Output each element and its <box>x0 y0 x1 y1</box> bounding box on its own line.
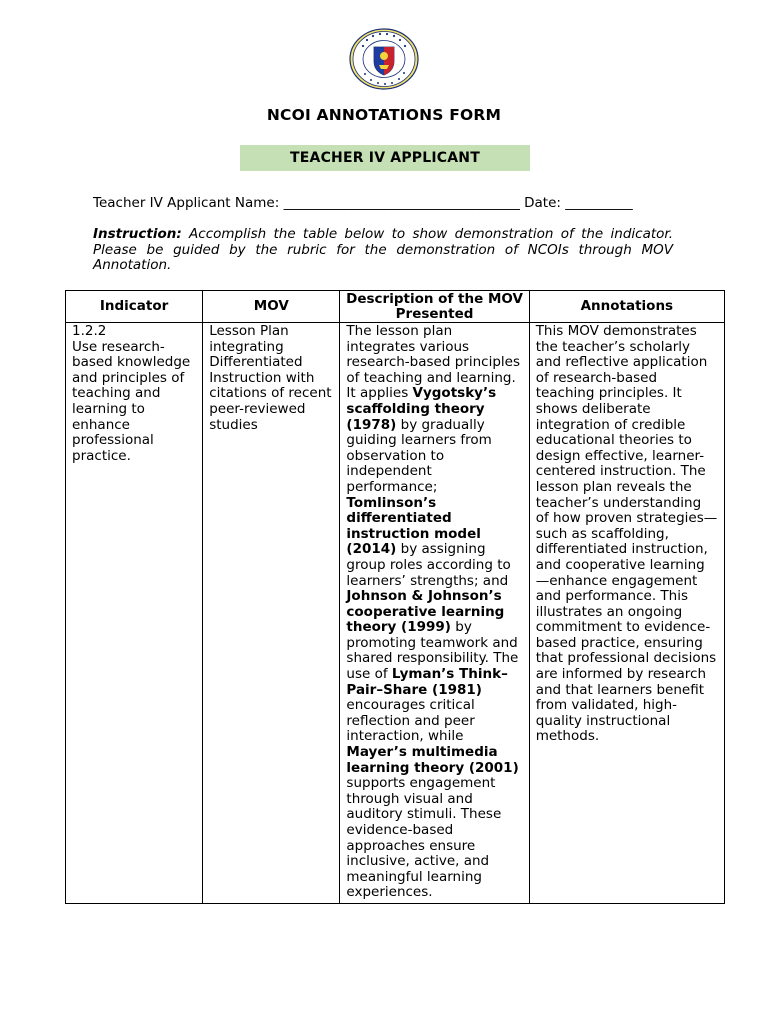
description-text: supports engagement through visual and auditory stimuli. These evidence-based approaches ensure inclusive, active, and meaningful learning experiences. <box>346 775 502 901</box>
deped-seal-icon <box>349 28 419 90</box>
header-indicator: Indicator <box>66 291 203 323</box>
mov-cell: Lesson Plan integrating Differentiated Instruction with citations of recent peer-reviewed studies <box>203 323 340 904</box>
description-text: by assigning group roles according to learners’ strengths; and <box>346 541 511 589</box>
form-title: NCOI ANNOTATIONS FORM <box>266 106 502 124</box>
applicant-name-line <box>93 195 633 211</box>
header-annotations: Annotations <box>529 291 724 323</box>
indicator-cell <box>66 323 203 904</box>
description-text: by promoting teamwork and shared responsibility. The use of <box>346 619 519 683</box>
table-header-row <box>66 291 725 323</box>
theory-citation: Vygotsky’s scaffolding theory (1978) <box>346 385 497 433</box>
mov-annotation-table <box>65 290 725 904</box>
header-description: Description of the MOV Presented <box>340 291 529 323</box>
table-row <box>66 323 725 904</box>
date-blank[interactable]: __________ <box>565 195 633 211</box>
theory-citation: Tomlinson’s differentiated instruction model (2014) <box>346 494 481 558</box>
annotation-cell: This MOV demonstrates the teacher’s scholarly and reflective application of research-based teaching principles. It shows deliberate integration of credible educational theories to design effective, learner-centered instruction. The lesson plan reveals the teacher’s understanding of how proven strategies—such as scaffolding, differentiated instruction, and cooperative learning—enhance engagement and performance. This illustrates an ongoing commitment to evidence-based practice, ensuring that professional decisions are informed by research and that learners benefit from validated, high-quality instructional methods. <box>529 323 724 904</box>
applicant-name-label: Teacher IV Applicant Name: <box>93 195 280 211</box>
instruction-label: Instruction: <box>93 226 182 242</box>
theory-citation: Mayer’s multimedia learning theory (2001) <box>346 744 519 776</box>
description-cell <box>340 323 529 904</box>
applicant-category-banner: TEACHER IV APPLICANT <box>240 145 530 171</box>
theory-citation: Lyman’s Think–Pair–Share (1981) <box>346 666 508 698</box>
applicant-name-blank[interactable]: ___________________________________ <box>283 195 520 211</box>
instruction-paragraph <box>93 227 673 274</box>
theory-citation: Johnson & Johnson’s cooperative learning theory (1999) <box>346 588 505 636</box>
indicator-text: Use research-based knowledge and principles of teaching and learning to enhance professional practice. <box>72 338 191 464</box>
header-mov: MOV <box>203 291 340 323</box>
indicator-code: 1.2.2 <box>72 323 107 339</box>
description-text: encourages critical reflection and peer interaction, while <box>346 697 475 745</box>
instruction-text: Accomplish the table below to show demonstration of the indicator. Please be guided by the rubric for the demonstration of NCOIs through MOV Annotation. <box>93 226 673 274</box>
description-text: by gradually guiding learners from observation to independent performance; <box>346 416 492 495</box>
description-text: The lesson plan integrates various research-based principles of teaching and learning. It applies <box>346 323 520 402</box>
date-label: Date: <box>524 195 561 211</box>
